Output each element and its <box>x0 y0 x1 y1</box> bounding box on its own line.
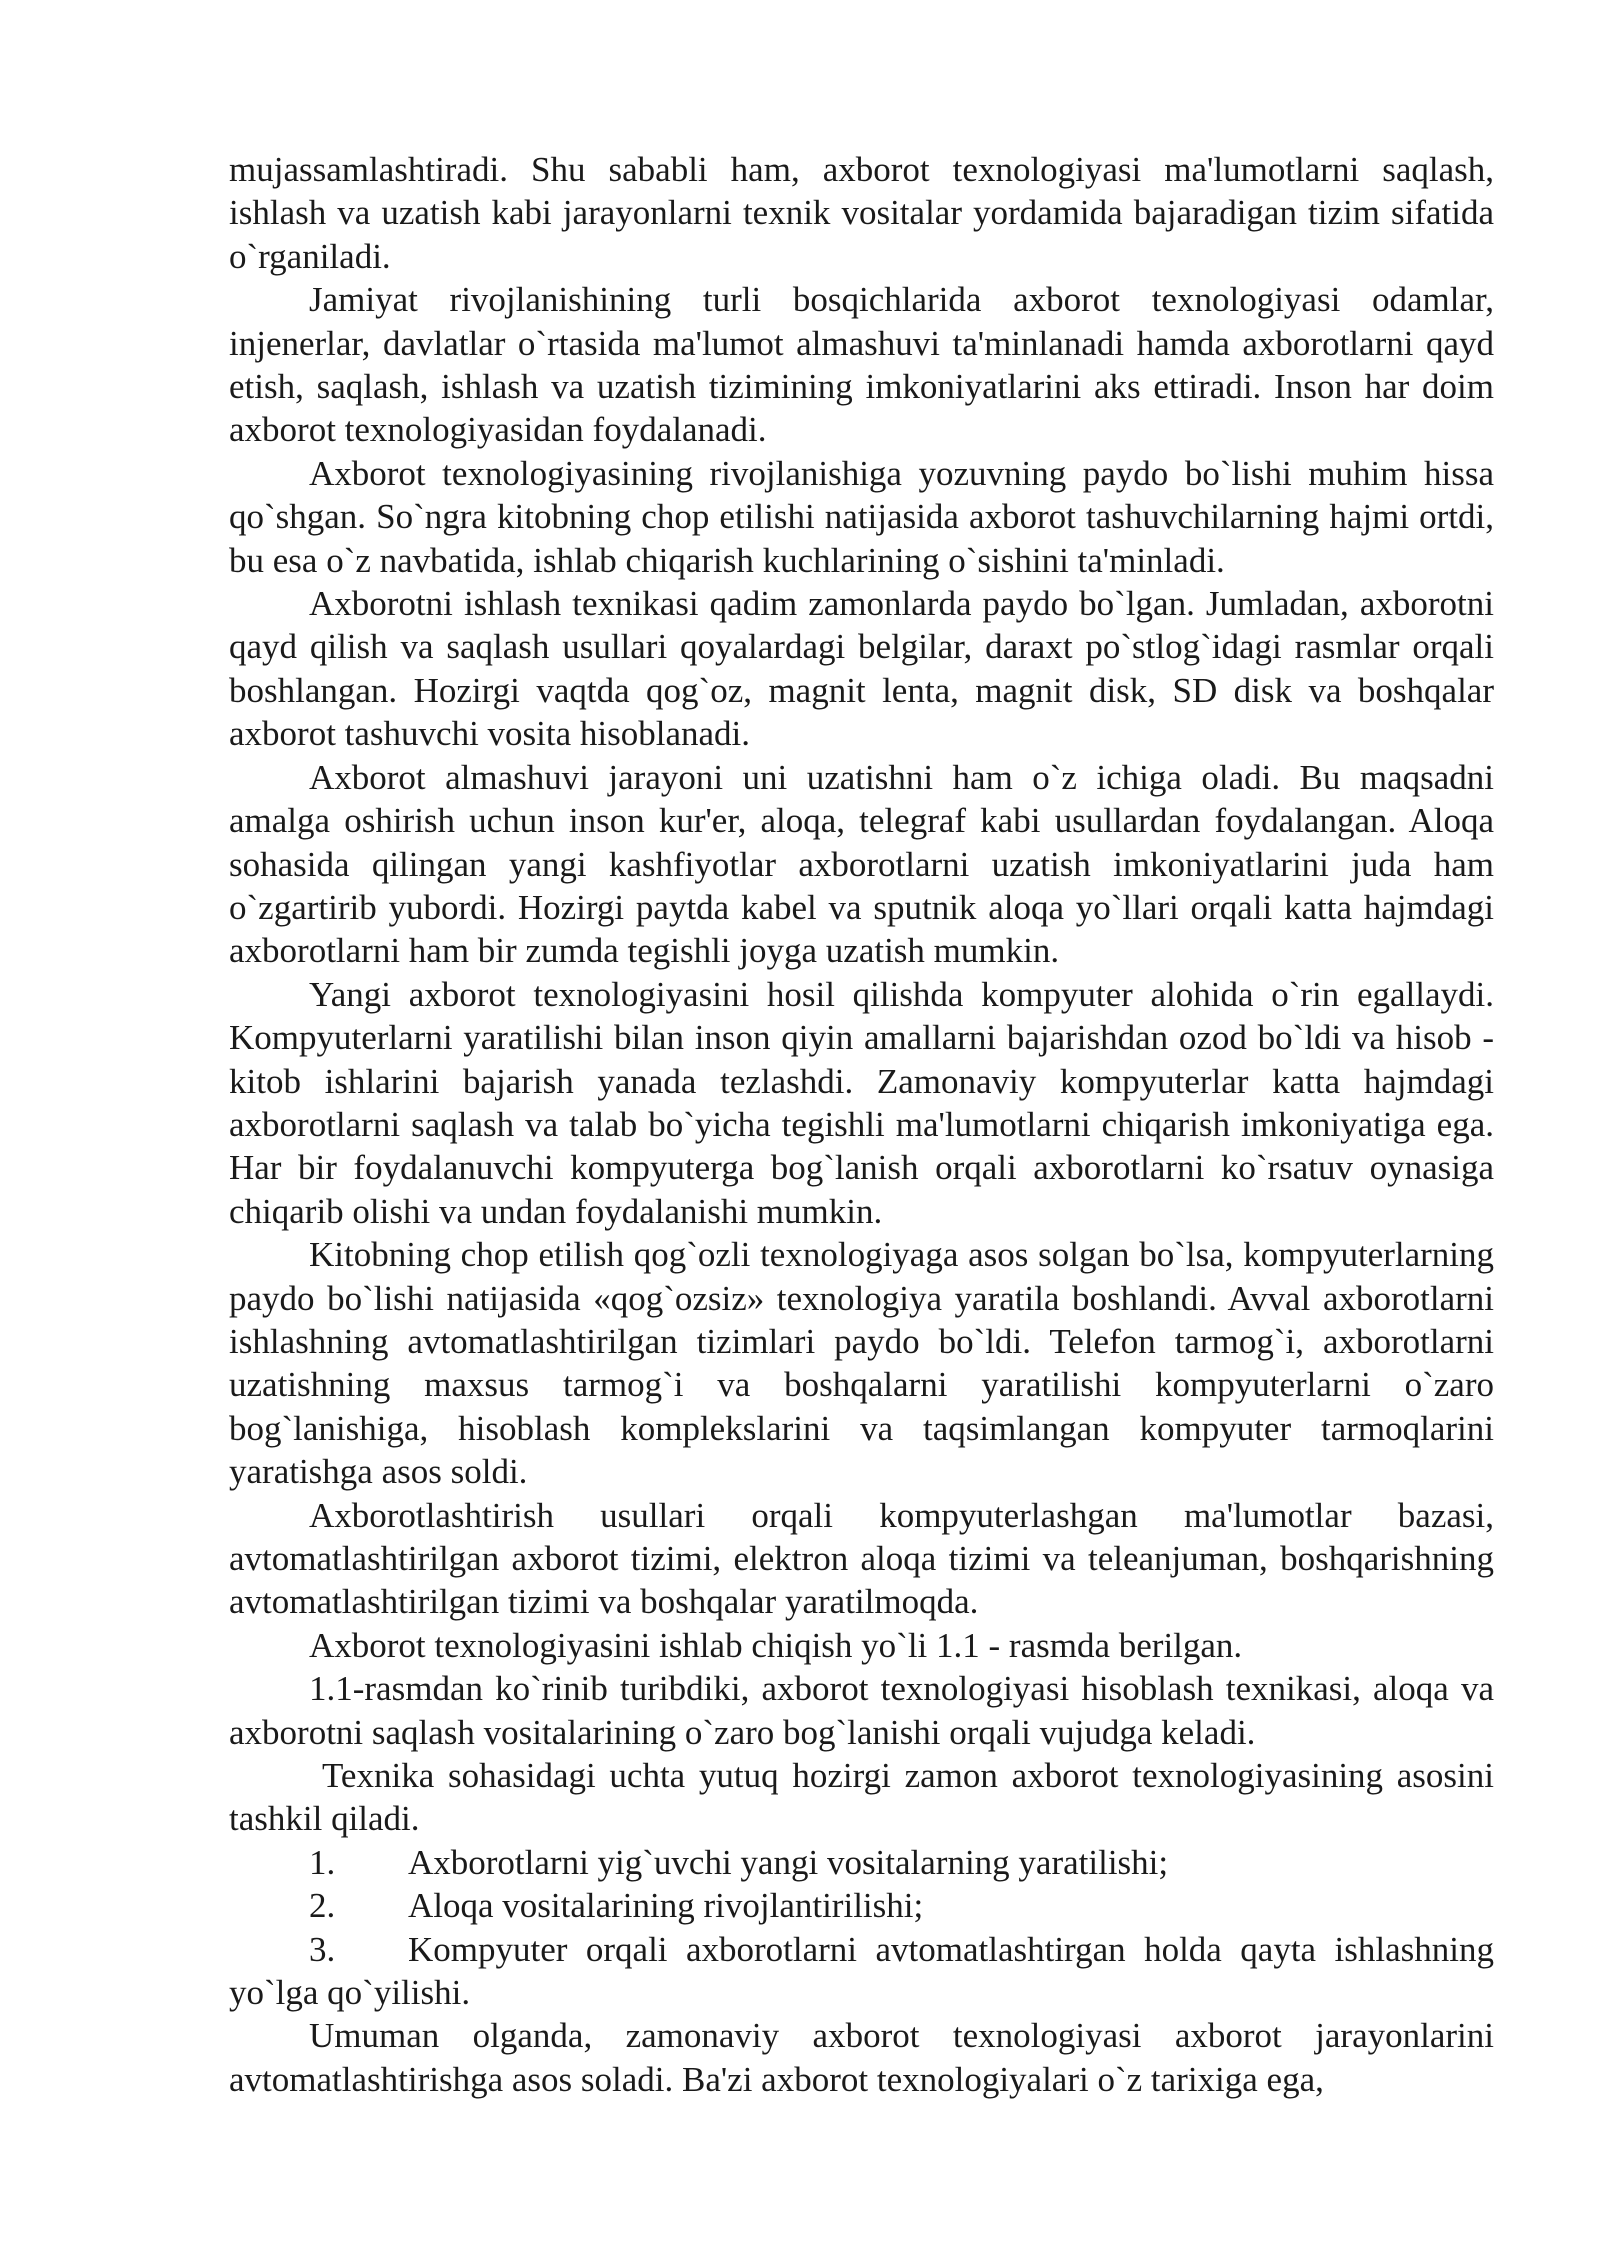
list-item <box>229 1841 1494 1884</box>
paragraph-3: Axborot texnologiyasining rivojlanishiga yozuvning paydo bo`lishi muhim hissa qo`shgan. So`ngra kitobning chop etilishi natijasida axborot tashuvchilarning hajmi ortdi, bu esa o`z navbatida, ishlab chiqarish kuchlarining o`sishini ta'minladi. <box>229 453 1494 580</box>
list-number: 1. <box>309 1842 336 1882</box>
list-item <box>229 1928 1494 2015</box>
document-page <box>229 148 1494 2101</box>
paragraph-6: Yangi axborot texnologiyasini hosil qilishda kompyuter alohida o`rin egallaydi. Kompyuterlarni yaratilishi bilan inson qiyin amallarni bajarishdan ozod bo`ldi va hisob - kitob ishlarini bajarish yanada tezlashdi. Zamonaviy kompyuterlar katta hajmdagi axborotlarni saqlash va talab bo`yicha tegishli ma'lumotlarni chiqarish imkoniyatiga ega. Har bir foydalanuvchi kompyuterga bog`lanish orqali axborotlarni ko`rsatuv oynasiga chiqarib olishi va undan foydalanishi mumkin. <box>229 974 1494 1231</box>
list-text: Axborotlarni yig`uvchi yangi vositalarning yaratilishi; <box>408 1842 1169 1882</box>
paragraph-10: 1.1-rasmdan ko`rinib turibdiki, axborot texnologiyasi hisoblash texnikasi, aloqa va axborotni saqlash vositalarining o`zaro bog`lanishi orqali vujudga keladi. <box>229 1669 1494 1752</box>
list-text: Aloqa vositalarining rivojlantirilishi; <box>408 1886 924 1926</box>
closing-paragraph: Umuman olganda, zamonaviy axborot texnologiyasi axborot jarayonlarini avtomatlashtirishga asos soladi. Ba'zi axborot texnologiyalari o`z tarixiga ega, <box>229 2016 1494 2099</box>
paragraph-7: Kitobning chop etilish qog`ozli texnologiyaga asos solgan bo`lsa, kompyuterlarning paydo bo`lishi natijasida «qog`ozsiz» texnologiya yaratila boshlandi. Avval axborotlarni ishlashning avtomatlashtirilgan tizimlari paydo bo`ldi. Telefon tarmog`i, axborotlarni uzatishning maxsus tarmog`i va boshqalarni yaratilishi kompyuterlarni o`zaro bog`lanishiga, hisoblash komplekslarini va taqsimlangan kompyuter tarmoqlarini yaratishga asos soldi. <box>229 1235 1494 1492</box>
paragraph-9: Axborot texnologiyasini ishlab chiqish yo`li 1.1 - rasmda berilgan. <box>309 1625 1243 1665</box>
numbered-list <box>229 1841 1494 2015</box>
paragraph-2: Jamiyat rivojlanishining turli bosqichlarida axborot texnologiyasi odamlar, injenerlar, davlatlar o`rtasida ma'lumot almashuvi ta'minlanadi hamda axborotlarni qayd etish, saqlash, ishlash va uzatish tizimining imkoniyatlarini aks ettiradi. Inson har doim axborot texnologiyasidan foydalanadi. <box>229 280 1494 450</box>
paragraph-11: Texnika sohasidagi uchta yutuq hozirgi zamon axborot texnologiyasining asosini tashkil qiladi. <box>229 1756 1494 1839</box>
list-item <box>229 1884 1494 1927</box>
paragraph-1: mujassamlashtiradi. Shu sababli ham, axborot texnologiyasi ma'lumotlarni saqlash, ishlash va uzatish kabi jarayonlarni texnik vositalar yordamida bajaradigan tizim sifatida o`rganiladi. <box>229 150 1494 276</box>
list-text: Kompyuter orqali axborotlarni avtomatlashtirgan holda qayta ishlashning yo`lga qo`yilishi. <box>229 1929 1494 2013</box>
list-number: 3. <box>309 1929 336 1969</box>
paragraph-5: Axborot almashuvi jarayoni uni uzatishni ham o`z ichiga oladi. Bu maqsadni amalga oshirish uchun inson kur'er, aloqa, telegraf kabi usullardan foydalangan. Aloqa sohasida qilingan yangi kashfiyotlar axborotlarni uzatish imkoniyatlarini juda ham o`zgartirib yubordi. Hozirgi paytda kabel va sputnik aloqa yo`llari orqali katta hajmdagi axborotlarni ham bir zumda tegishli joyga uzatish mumkin. <box>229 757 1494 971</box>
paragraph-8: Axborotlashtirish usullari orqali kompyuterlashgan ma'lumotlar bazasi, avtomatlashtirilgan axborot tizimi, elektron aloqa tizimi va teleanjuman, boshqarishning avtomatlashtirilgan tizimi va boshqalar yaratilmoqda. <box>229 1495 1494 1622</box>
list-number: 2. <box>309 1886 336 1926</box>
paragraph-4: Axborotni ishlash texnikasi qadim zamonlarda paydo bo`lgan. Jumladan, axborotni qayd qilish va saqlash usullari qoyalardagi belgilar, daraxt po`stlog`idagi rasmlar orqali boshlangan. Hozirgi vaqtda qog`oz, magnit lenta, magnit disk, SD disk va boshqalar axborot tashuvchi vosita hisoblanadi. <box>229 584 1494 754</box>
